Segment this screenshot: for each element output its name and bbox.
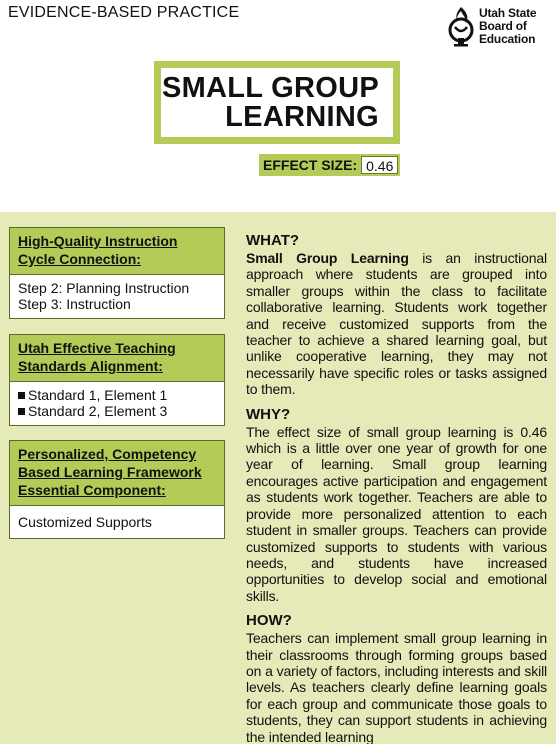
- instruction-cycle-card: [9, 227, 225, 319]
- card-body: [10, 275, 224, 318]
- logo-wordmark: [479, 7, 536, 46]
- card-body: [10, 506, 224, 538]
- effect-size-label: EFFECT SIZE:: [263, 157, 358, 173]
- title-frame: [154, 61, 400, 144]
- list-item: Customized Supports: [18, 514, 152, 530]
- usbe-logo: [446, 4, 550, 48]
- effect-size-value: 0.46: [361, 156, 398, 174]
- page-title-line-1: SMALL GROUP: [161, 71, 379, 104]
- card-heading-line: Based Learning Framework: [18, 464, 202, 480]
- card-heading-line: Essential Component:: [18, 482, 166, 498]
- what-body: is an instructional approach where students are grouped into smaller groups within the class to facilitate collaborative learning. Students work together and receive customized supports from the teacher to achieve a shared learning goal, but unlike cooperative learning, they may not necessarily have specific roles or tasks assigned to them.: [246, 250, 547, 398]
- why-paragraph: The effect size of small group learning is 0.46 which is a little over one year of growth for one year of learning. Small group learning encourages active participation and engagement as students work together. Teachers are able to provide more personalized attention to each student in smaller groups. Teachers can provide customized supports to students with various needs, and students have increased opportunities to develop social and emotional skills.: [246, 423, 547, 604]
- card-body: [10, 382, 224, 425]
- document-category: EVIDENCE-BASED PRACTICE: [8, 4, 240, 21]
- effect-size-badge: [259, 154, 400, 176]
- list-item: [18, 387, 216, 403]
- card-heading: [10, 441, 224, 506]
- logo-line: Utah State: [479, 5, 537, 20]
- card-heading-line: Cycle Connection:: [18, 251, 141, 267]
- list-item: Step 2: Planning Instruction: [18, 280, 190, 296]
- why-heading: WHY?: [246, 405, 291, 423]
- teaching-standards-card: [9, 334, 225, 426]
- logo-line: Board of: [479, 18, 527, 33]
- framework-component-card: [9, 440, 225, 539]
- main-text-column: [246, 232, 547, 744]
- what-lead-term: Small Group Learning: [246, 250, 409, 266]
- page-title-line-2: LEARNING: [225, 100, 379, 133]
- card-heading-line: Personalized, Competency: [18, 446, 197, 462]
- title-card: [161, 68, 393, 137]
- card-heading-line: Utah Effective Teaching: [18, 340, 176, 356]
- what-heading: WHAT?: [246, 232, 300, 249]
- card-heading: [10, 228, 224, 275]
- list-item-text: Standard 1, Element 1: [28, 387, 168, 403]
- bullet-icon: [18, 408, 25, 415]
- card-heading: [10, 335, 224, 382]
- bullet-icon: [18, 392, 25, 399]
- how-paragraph: Teachers can implement small group learning in their classrooms through forming groups based on a variety of factors, including interests and skill levels. As teachers clearly define learning goals for each group and communicate those goals to students, they can support students in achieving the intended learning: [246, 630, 547, 744]
- what-paragraph: [246, 250, 547, 398]
- torch-icon: [446, 5, 476, 47]
- card-heading-line: High-Quality Instruction: [18, 233, 178, 249]
- how-heading: HOW?: [246, 612, 292, 630]
- list-item-text: Standard 2, Element 3: [28, 403, 168, 419]
- card-heading-line: Standards Alignment:: [18, 358, 163, 374]
- list-item: [18, 403, 216, 419]
- list-item: Step 3: Instruction: [18, 296, 131, 312]
- logo-line: Education: [479, 31, 536, 46]
